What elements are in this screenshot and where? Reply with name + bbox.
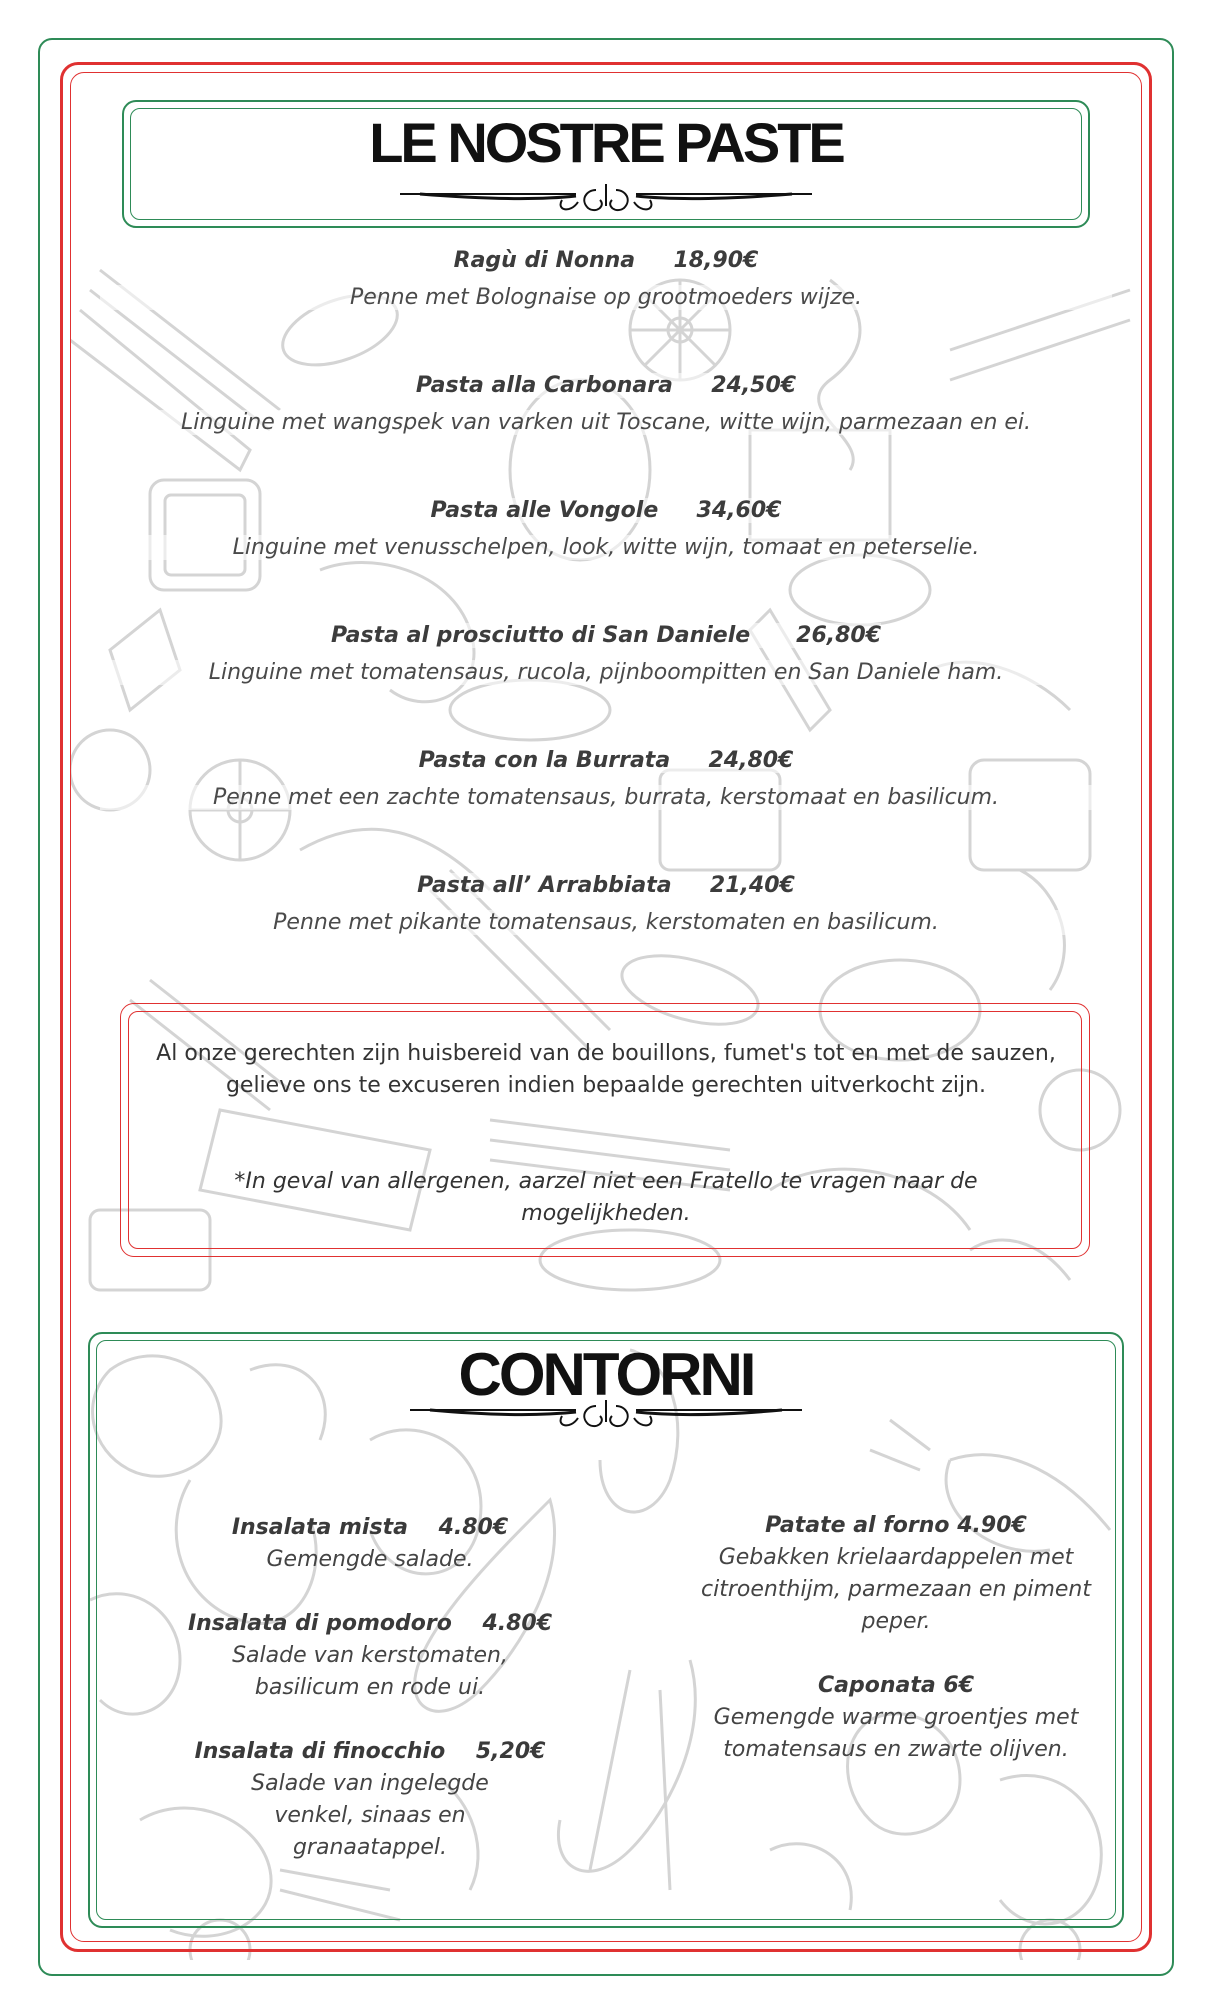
pasta-item xyxy=(100,248,1112,310)
pasta-item-name: Pasta al prosciutto di San Daniele xyxy=(330,623,751,648)
pasta-item-price: 34,60€ xyxy=(696,498,782,523)
contorni-item-price: 6€ xyxy=(943,1673,975,1698)
contorni-item-price: 4.80€ xyxy=(482,1611,553,1636)
pasta-item-price: 26,80€ xyxy=(796,623,882,648)
contorni-item-description: Gemengde salade. xyxy=(266,1547,474,1572)
contorni-item-name: Patate al forno xyxy=(765,1513,950,1538)
contorni-item xyxy=(160,1512,580,1576)
contorni-item-name: Insalata di pomodoro xyxy=(187,1611,452,1636)
contorni-item-name: Insalata di finocchio xyxy=(194,1739,446,1764)
homemade-notice: Al onze gerechten zijn huisbereid van de bouillons, fumet's tot en met de sauzen, gelieve ons te excuseren indien bepaalde gerechten uitverkocht zijn. xyxy=(156,1041,1056,1098)
contorni-item-price: 5,20€ xyxy=(475,1739,546,1764)
pasta-item xyxy=(100,498,1112,560)
contorni-item-description: Gemengde warme groentjes met tomatensaus en zwarte olijven. xyxy=(713,1705,1079,1762)
contorni-item-name: Caponata xyxy=(817,1673,936,1698)
pasta-item xyxy=(100,873,1112,935)
contorni-item-description: Gebakken krielaardappelen met citroenthijm, parmezaan en piment peper. xyxy=(700,1545,1092,1634)
pasta-item-price: 21,40€ xyxy=(709,873,795,898)
pasta-item-price: 24,80€ xyxy=(708,748,794,773)
pasta-item-description: Penne met Bolognaise op grootmoeders wijze. xyxy=(100,285,1112,310)
pasta-item-price: 24,50€ xyxy=(711,373,797,398)
pasta-item xyxy=(100,623,1112,685)
contorni-item-name: Insalata mista xyxy=(231,1515,408,1540)
contorni-title: CONTORNI xyxy=(458,1341,754,1408)
pasta-item-name: Pasta alla Carbonara xyxy=(415,373,673,398)
contorni-item xyxy=(160,1736,580,1864)
pasta-item xyxy=(100,748,1112,810)
contorni-flourish-ornament xyxy=(410,1396,802,1432)
pasta-item-description: Penne met een zachte tomatensaus, burrata, kerstomaat en basilicum. xyxy=(100,785,1112,810)
contorni-item xyxy=(160,1608,580,1704)
pasta-item-description: Penne met pikante tomatensaus, kerstomaten en basilicum. xyxy=(100,910,1112,935)
contorni-item-description: Salade van ingelegde venkel, sinaas en granaatappel. xyxy=(251,1771,489,1860)
allergen-notice: *In geval van allergenen, aarzel niet een Fratello te vragen naar de mogelijkheden. xyxy=(234,1169,978,1226)
pasta-item xyxy=(100,373,1112,435)
contorni-item-price: 4.80€ xyxy=(438,1515,509,1540)
contorni-item xyxy=(676,1670,1116,1766)
pasta-item-name: Pasta all’ Arrabbiata xyxy=(417,873,672,898)
pasta-item-description: Linguine met wangspek van varken uit Toscane, witte wijn, parmezaan en ei. xyxy=(100,410,1112,435)
pasta-item-price: 18,90€ xyxy=(673,248,759,273)
pasta-item-description: Linguine met venusschelpen, look, witte wijn, tomaat en peterselie. xyxy=(100,535,1112,560)
contorni-item xyxy=(676,1510,1116,1638)
contorni-item-description: Salade van kerstomaten, basilicum en rode ui. xyxy=(232,1643,508,1700)
title-flourish-ornament xyxy=(400,180,812,216)
pasta-item-name: Pasta alle Vongole xyxy=(430,498,659,523)
contorni-item-price: 4.90€ xyxy=(957,1513,1027,1538)
pasta-item-name: Pasta con la Burrata xyxy=(418,748,671,773)
page-title: LE NOSTRE PASTE xyxy=(369,111,843,174)
pasta-item-name: Ragù di Nonna xyxy=(453,248,636,273)
pasta-item-description: Linguine met tomatensaus, rucola, pijnboompitten en San Daniele ham. xyxy=(100,660,1112,685)
